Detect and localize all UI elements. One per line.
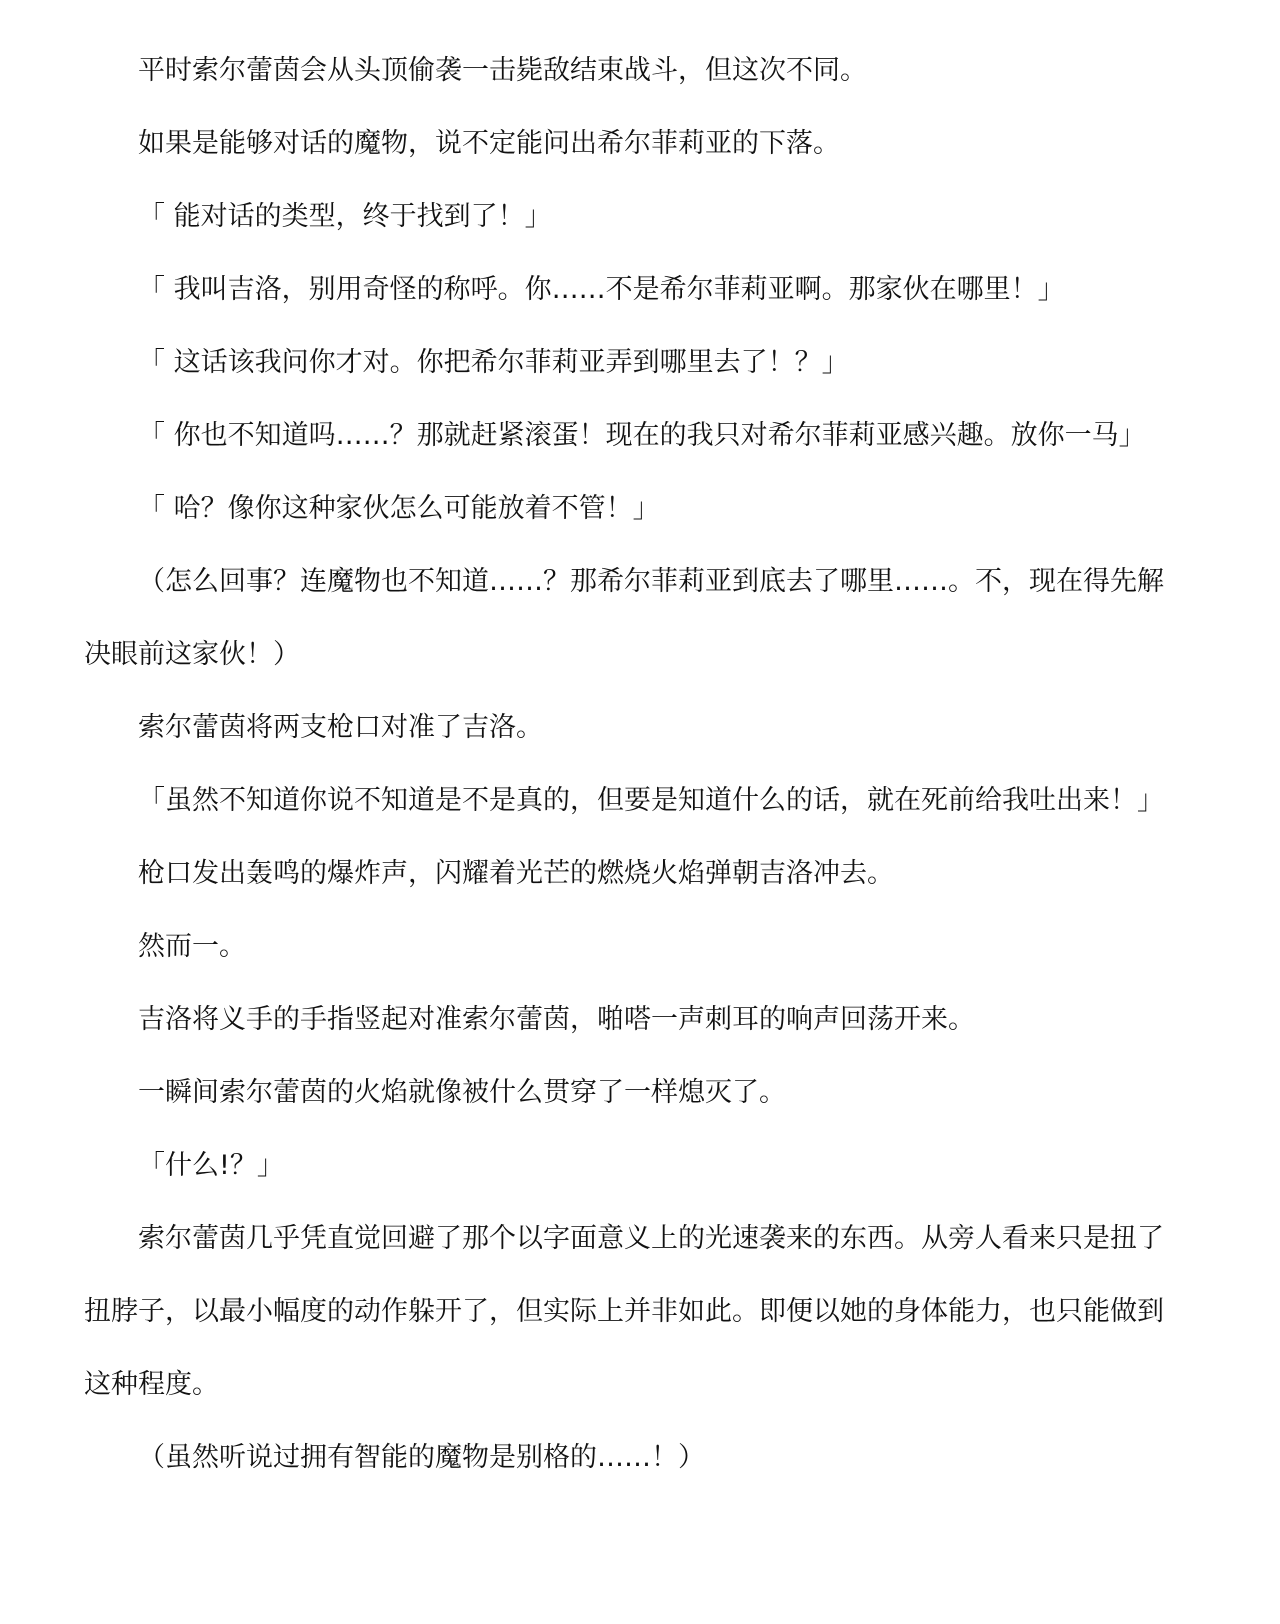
paragraph-9: 索尔蕾茵将两支枪口对准了吉洛。	[138, 712, 543, 743]
paragraph-11: 枪口发出轰鸣的爆炸声，闪耀着光芒的燃烧火焰弹朝吉洛冲去。	[138, 858, 894, 889]
paragraph-16: 索尔蕾茵几乎凭直觉回避了那个以字面意义上的光速袭来的东西。从旁人看来只是扭了扭脖子，以最小幅度的动作躲开了，但实际上并非如此。即便以她的身体能力，也只能做到这种程度。	[84, 1223, 1164, 1400]
paragraph-14: 一瞬间索尔蕾茵的火焰就像被什么贯穿了一样熄灭了。	[138, 1077, 786, 1108]
document-page	[84, 34, 1174, 1494]
paragraph-13: 吉洛将义手的手指竖起对准索尔蕾茵，啪嗒一声刺耳的响声回荡开来。	[138, 1004, 975, 1035]
paragraph-5: 「 这话该我问你才对。你把希尔菲莉亚弄到哪里去了！？」	[138, 347, 849, 378]
paragraph-4: 「 我叫吉洛，别用奇怪的称呼。你……不是希尔菲莉亚啊。那家伙在哪里！」	[138, 274, 1065, 305]
paragraph-2: 如果是能够对话的魔物，说不定能问出希尔菲莉亚的下落。	[138, 128, 840, 159]
paragraph-15: 「什么!？」	[138, 1150, 284, 1181]
paragraph-17: （虽然听说过拥有智能的魔物是别格的……！）	[138, 1442, 705, 1473]
paragraph-8: （怎么回事？连魔物也不知道……？那希尔菲莉亚到底去了哪里……。不，现在得先解决眼前这家伙！）	[84, 566, 1164, 670]
paragraph-3: 「 能对话的类型，终于找到了！」	[138, 201, 552, 232]
paragraph-12: 然而一。	[138, 931, 246, 962]
paragraph-7: 「 哈？像你这种家伙怎么可能放着不管！」	[138, 493, 660, 524]
paragraph-6: 「 你也不知道吗……？那就赶紧滚蛋！现在的我只对希尔菲莉亚感兴趣。放你一马」	[138, 420, 1146, 451]
paragraph-1: 平时索尔蕾茵会从头顶偷袭一击毙敌结束战斗，但这次不同。	[138, 55, 867, 86]
paragraph-10: 「虽然不知道你说不知道是不是真的，但要是知道什么的话，就在死前给我吐出来！」	[138, 785, 1164, 816]
